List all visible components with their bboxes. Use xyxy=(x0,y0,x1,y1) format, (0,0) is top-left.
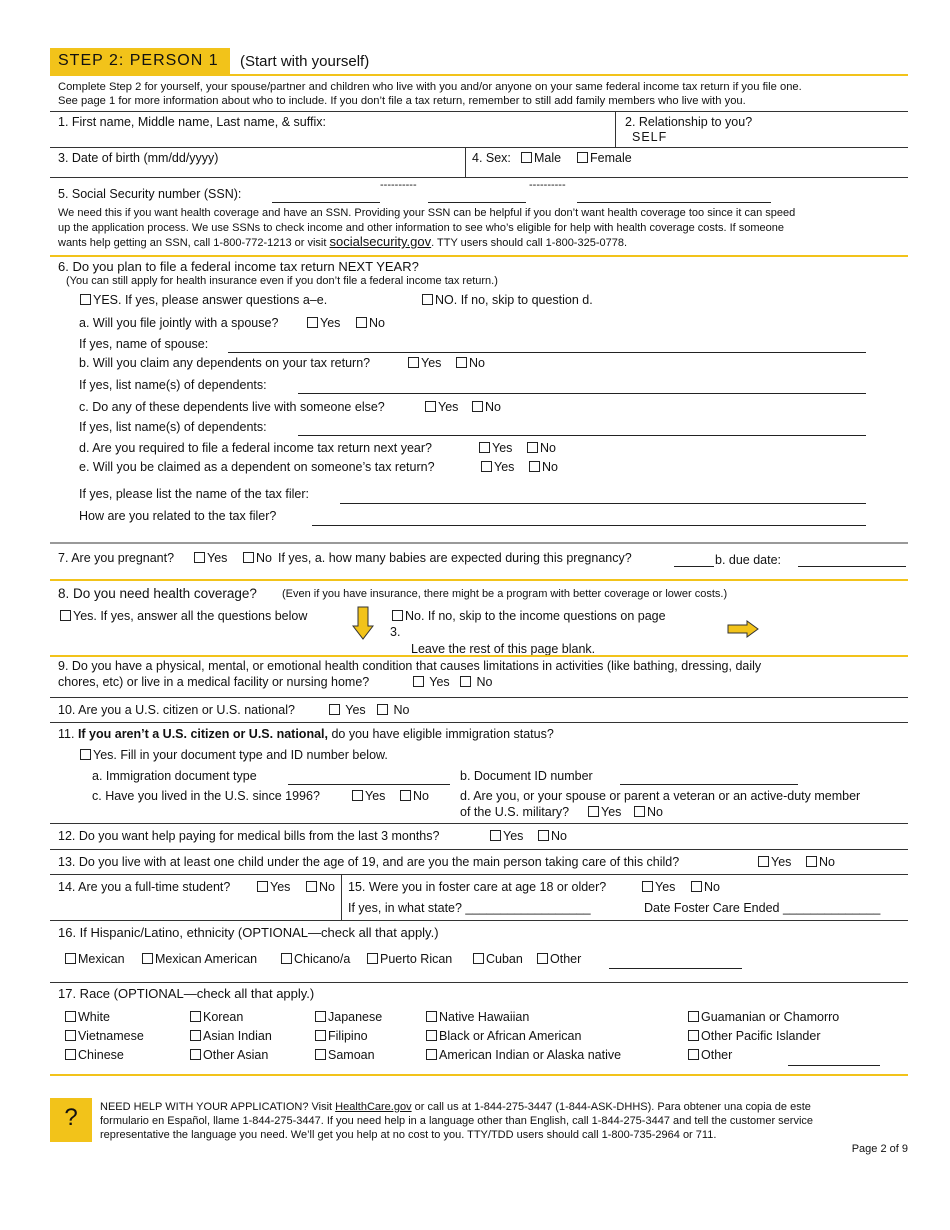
native-hawaiian-checkbox[interactable] xyxy=(426,1011,437,1022)
q9-no[interactable]: No xyxy=(460,675,492,689)
mexican-american-checkbox[interactable] xyxy=(142,953,153,964)
q11a-label: a. Immigration document type xyxy=(92,769,257,783)
q7-no[interactable]: No xyxy=(243,551,272,565)
row-medical-bills xyxy=(50,823,908,849)
q8-yes-option[interactable]: Yes. If yes, answer all the questions below xyxy=(60,609,307,623)
step-header xyxy=(50,48,908,76)
vietnamese-checkbox[interactable] xyxy=(65,1030,76,1041)
q6c-no-checkbox[interactable] xyxy=(472,401,483,412)
q13-label: 13. Do you live with at least one child under the age of 19, and are you the main person taking care of this child? xyxy=(58,855,680,869)
q12-yes[interactable]: Yes xyxy=(490,829,523,843)
q11d-yes-checkbox[interactable] xyxy=(588,806,599,817)
ethnicity-other-field[interactable] xyxy=(609,968,742,969)
samoan-checkbox[interactable] xyxy=(315,1049,326,1060)
socialsecurity-link[interactable]: socialsecurity.gov xyxy=(329,234,432,249)
asian-indian-checkbox[interactable] xyxy=(190,1030,201,1041)
q11c-label: c. Have you lived in the U.S. since 1996? xyxy=(92,789,320,803)
q8-no-checkbox[interactable] xyxy=(392,610,403,621)
row-tax-return xyxy=(50,255,908,542)
other-asian-checkbox[interactable] xyxy=(190,1049,201,1060)
q4-label: 4. Sex: xyxy=(472,151,511,165)
q6e-yes[interactable]: Yes xyxy=(481,460,514,474)
dependents-field-1[interactable] xyxy=(298,393,866,394)
q7-no-checkbox[interactable] xyxy=(243,552,254,563)
q6-no-option[interactable]: NO. If no, skip to question d. xyxy=(422,293,593,307)
q11d-yes[interactable]: Yes xyxy=(588,805,621,819)
q12-no[interactable]: No xyxy=(538,829,567,843)
q14-yes-checkbox[interactable] xyxy=(257,881,268,892)
q6a-yes[interactable]: Yes xyxy=(307,316,340,330)
intro-text xyxy=(50,76,908,111)
row-immigration xyxy=(50,722,908,823)
q11c-yes-checkbox[interactable] xyxy=(352,790,363,801)
row-race xyxy=(50,982,908,1076)
foster-ended-field[interactable]: Date Foster Care Ended ______________ xyxy=(644,901,881,915)
ethnicity-mexican-american[interactable]: Mexican American xyxy=(142,952,257,966)
ethnicity-other[interactable]: Other xyxy=(537,952,581,966)
q10-no-checkbox[interactable] xyxy=(377,704,388,715)
chicano-checkbox[interactable] xyxy=(281,953,292,964)
race-asian-indian[interactable]: Asian Indian xyxy=(190,1027,272,1046)
q8-yes-checkbox[interactable] xyxy=(60,610,71,621)
q14-yes[interactable]: Yes xyxy=(257,880,290,894)
page-number: Page 2 of 9 xyxy=(851,1143,908,1155)
q11d-line-2: of the U.S. military? xyxy=(460,805,570,819)
q11-label: 11. If you aren’t a U.S. citizen or U.S. national, do you have eligible immigration status? xyxy=(58,727,554,741)
race-chinese[interactable]: Chinese xyxy=(65,1046,144,1065)
q6a-yes-checkbox[interactable] xyxy=(307,317,318,328)
ethnicity-mexican[interactable]: Mexican xyxy=(65,952,125,966)
q11d-no-checkbox[interactable] xyxy=(634,806,645,817)
row-child-care xyxy=(50,849,908,874)
race-other-field[interactable] xyxy=(788,1065,880,1066)
q2-label: 2. Relationship to you? xyxy=(625,115,753,129)
row-health-coverage xyxy=(50,579,908,655)
q3-label: 3. Date of birth (mm/dd/yyyy) xyxy=(58,151,219,165)
race-col-5 xyxy=(688,1008,839,1065)
q15-yes-checkbox[interactable] xyxy=(642,881,653,892)
q13-no-checkbox[interactable] xyxy=(806,856,817,867)
white-checkbox[interactable] xyxy=(65,1011,76,1022)
q6a-no-checkbox[interactable] xyxy=(356,317,367,328)
intro-line-2: See page 1 for more information about who to include. If you don’t file a tax return, remember to still add family members who live with you. xyxy=(58,95,746,107)
babies-count-field[interactable] xyxy=(674,566,714,567)
ssn-note: We need this if you want health coverage and have an SSN. Providing your SSN can be helpful if you don’t want health coverage too since it can speed up the application process. We use SSNs to check income and other information to see who’s eligible for help with health coverage costs. If someone wants help getting an SSN, call 1-800-772-1213 or visit socialsecurity.gov. TTY users should call 1-800-325-0778. xyxy=(58,207,796,249)
q6c-names-label: If yes, list name(s) of dependents: xyxy=(79,420,267,434)
q6b-label: b. Will you claim any dependents on your tax return? xyxy=(79,356,371,370)
q9-yes-checkbox[interactable] xyxy=(413,676,424,687)
q11d-line-1: d. Are you, or your spouse or parent a veteran or an active-duty member xyxy=(460,789,861,803)
q6e-yes-checkbox[interactable] xyxy=(481,461,492,472)
row-student-foster xyxy=(50,874,908,920)
immigration-doc-type-field[interactable] xyxy=(288,784,450,785)
race-col-1 xyxy=(65,1008,144,1065)
step-subtitle: (Start with yourself) xyxy=(240,53,370,70)
puerto-rican-checkbox[interactable] xyxy=(367,953,378,964)
race-filipino[interactable]: Filipino xyxy=(315,1027,382,1046)
down-arrow-icon xyxy=(352,606,374,640)
race-col-2 xyxy=(190,1008,272,1065)
q6c-no[interactable]: No xyxy=(472,400,501,414)
q17-label: 17. Race (OPTIONAL—check all that apply.) xyxy=(58,986,315,1001)
q6b-no[interactable]: No xyxy=(456,356,485,370)
q6-no-checkbox[interactable] xyxy=(422,294,433,305)
q10-yes-checkbox[interactable] xyxy=(329,704,340,715)
q8-page-ref: 3. xyxy=(390,625,401,639)
q7-due-label: b. due date: xyxy=(715,553,782,567)
q6b-no-checkbox[interactable] xyxy=(456,357,467,368)
q6e-no-checkbox[interactable] xyxy=(529,461,540,472)
sex-male-option[interactable]: Male xyxy=(521,151,561,165)
other-pacific-checkbox[interactable] xyxy=(688,1030,699,1041)
q15-no-checkbox[interactable] xyxy=(691,881,702,892)
q6b-yes-checkbox[interactable] xyxy=(408,357,419,368)
guamanian-checkbox[interactable] xyxy=(688,1011,699,1022)
race-black[interactable]: Black or African American xyxy=(426,1027,621,1046)
q14-no[interactable]: No xyxy=(306,880,335,894)
q9-line-1: 9. Do you have a physical, mental, or emotional health condition that causes limitations in activities (like bathing, dressing, daily xyxy=(58,659,762,673)
race-american-indian[interactable]: American Indian or Alaska native xyxy=(426,1046,621,1065)
q7-babies-label: If yes, a. how many babies are expected during this pregnancy? xyxy=(278,551,632,565)
american-indian-checkbox[interactable] xyxy=(426,1049,437,1060)
q12-label: 12. Do you want help paying for medical bills from the last 3 months? xyxy=(58,829,440,843)
tax-filer-label: If yes, please list the name of the tax filer: xyxy=(79,487,309,501)
q6-yes-option[interactable]: YES. If yes, please answer questions a–e. xyxy=(80,293,327,307)
q6-note: (You can still apply for health insurance even if you don’t file a federal income tax return.) xyxy=(66,275,498,287)
sex-female-option[interactable]: Female xyxy=(577,151,632,165)
japanese-checkbox[interactable] xyxy=(315,1011,326,1022)
q6c-yes-checkbox[interactable] xyxy=(425,401,436,412)
intro-line-1: Complete Step 2 for yourself, your spouse/partner and children who live with you and/or anyone on your same federal income tax return if you file one. xyxy=(58,81,802,93)
ssn-separator-1: ---------- xyxy=(380,179,417,191)
q15-yes[interactable]: Yes xyxy=(642,880,675,894)
tax-filer-field[interactable] xyxy=(340,503,866,504)
ssn-separator-2: ---------- xyxy=(529,179,566,191)
help-section xyxy=(50,1098,908,1158)
q11d-no[interactable]: No xyxy=(634,805,663,819)
q11-yes-checkbox[interactable] xyxy=(80,749,91,760)
female-checkbox[interactable] xyxy=(577,152,588,163)
race-col-3 xyxy=(315,1008,382,1065)
form-page xyxy=(50,48,908,1158)
right-arrow-icon xyxy=(727,620,759,638)
step-title: STEP 2: PERSON 1 xyxy=(50,48,230,75)
ssn-field-3[interactable] xyxy=(577,202,771,203)
ethnicity-cuban[interactable]: Cuban xyxy=(473,952,523,966)
race-korean[interactable]: Korean xyxy=(190,1008,272,1027)
q14-label: 14. Are you a full-time student? xyxy=(58,880,231,894)
q6-yes-checkbox[interactable] xyxy=(80,294,91,305)
q13-no[interactable]: No xyxy=(806,855,835,869)
row-health-condition xyxy=(50,655,908,697)
mexican-checkbox[interactable] xyxy=(65,953,76,964)
row-citizen xyxy=(50,697,908,722)
q6a-no[interactable]: No xyxy=(356,316,385,330)
q6d-yes[interactable]: Yes xyxy=(479,441,512,455)
q6b-names-label: If yes, list name(s) of dependents: xyxy=(79,378,267,392)
q11c-no-checkbox[interactable] xyxy=(400,790,411,801)
dependents-field-2[interactable] xyxy=(298,435,866,436)
q7-yes-checkbox[interactable] xyxy=(194,552,205,563)
black-checkbox[interactable] xyxy=(426,1030,437,1041)
q11-yes-option[interactable]: Yes. Fill in your document type and ID number below. xyxy=(80,748,388,762)
q11b-label: b. Document ID number xyxy=(460,769,593,783)
q6c-yes[interactable]: Yes xyxy=(425,400,458,414)
q10-no[interactable]: No xyxy=(377,703,409,717)
q15-no[interactable]: No xyxy=(691,880,720,894)
q12-yes-checkbox[interactable] xyxy=(490,830,501,841)
ssn-field-1[interactable] xyxy=(272,202,380,203)
help-question-icon: ? xyxy=(50,1098,92,1142)
ethnicity-puerto-rican[interactable]: Puerto Rican xyxy=(367,952,452,966)
q15-label: 15. Were you in foster care at age 18 or older? xyxy=(348,880,607,894)
q6a-spouse-label: If yes, name of spouse: xyxy=(79,337,209,351)
q7-yes[interactable]: Yes xyxy=(194,551,227,565)
q7-label: 7. Are you pregnant? xyxy=(58,551,175,565)
healthcare-gov-link[interactable]: HealthCare.gov xyxy=(335,1101,412,1113)
foster-state-field[interactable]: If yes, in what state? __________________ xyxy=(348,901,591,915)
q8-no-option[interactable]: No. If no, skip to the income questions on page xyxy=(392,609,666,623)
q11c-yes[interactable]: Yes xyxy=(352,789,385,803)
q9-no-checkbox[interactable] xyxy=(460,676,471,687)
race-native-hawaiian[interactable]: Native Hawaiian xyxy=(426,1008,621,1027)
q6c-label: c. Do any of these dependents live with someone else? xyxy=(79,400,385,414)
document-id-field[interactable] xyxy=(620,784,798,785)
q11c-no[interactable]: No xyxy=(400,789,429,803)
tax-filer-relation-field[interactable] xyxy=(312,525,866,526)
race-guamanian[interactable]: Guamanian or Chamorro xyxy=(688,1008,839,1027)
race-other-pacific[interactable]: Other Pacific Islander xyxy=(688,1027,839,1046)
race-white[interactable]: White xyxy=(65,1008,144,1027)
q1-label: 1. First name, Middle name, Last name, & suffix: xyxy=(58,115,326,129)
race-vietnamese[interactable]: Vietnamese xyxy=(65,1027,144,1046)
cuban-checkbox[interactable] xyxy=(473,953,484,964)
korean-checkbox[interactable] xyxy=(190,1011,201,1022)
q8-note: (Even if you have insurance, there might be a program with better coverage or lower costs.) xyxy=(282,588,728,600)
q6e-no[interactable]: No xyxy=(529,460,558,474)
male-checkbox[interactable] xyxy=(521,152,532,163)
q12-no-checkbox[interactable] xyxy=(538,830,549,841)
chinese-checkbox[interactable] xyxy=(65,1049,76,1060)
q8-blank-note: Leave the rest of this page blank. xyxy=(411,642,596,656)
q14-no-checkbox[interactable] xyxy=(306,881,317,892)
tax-filer-relation-label: How are you related to the tax filer? xyxy=(79,509,277,523)
q6-label: 6. Do you plan to file a federal income tax return NEXT YEAR? xyxy=(58,259,419,274)
q6b-yes[interactable]: Yes xyxy=(408,356,441,370)
row-ssn xyxy=(50,177,908,255)
q6d-yes-checkbox[interactable] xyxy=(479,442,490,453)
q6d-no-checkbox[interactable] xyxy=(527,442,538,453)
row-dob-sex xyxy=(50,147,908,177)
row-ethnicity xyxy=(50,920,908,982)
q2-value: SELF xyxy=(632,130,668,144)
q6a-label: a. Will you file jointly with a spouse? xyxy=(79,316,279,330)
ethnicity-other-checkbox[interactable] xyxy=(537,953,548,964)
spouse-name-field[interactable] xyxy=(228,352,866,353)
q13-yes-checkbox[interactable] xyxy=(758,856,769,867)
race-col-4 xyxy=(426,1008,621,1065)
q9-yes[interactable]: Yes xyxy=(413,675,450,689)
race-other[interactable]: Other xyxy=(688,1046,839,1065)
q9-line-2: chores, etc) or live in a medical facility or nursing home? xyxy=(58,675,370,689)
row-name xyxy=(50,111,908,147)
filipino-checkbox[interactable] xyxy=(315,1030,326,1041)
race-other-asian[interactable]: Other Asian xyxy=(190,1046,272,1065)
ethnicity-chicano[interactable]: Chicano/a xyxy=(281,952,350,966)
row-pregnant xyxy=(50,542,908,579)
q10-yes[interactable]: Yes xyxy=(329,703,366,717)
help-text: NEED HELP WITH YOUR APPLICATION? Visit HealthCare.gov or call us at 1-844-275-3447 (1-844-ASK-DHHS). Para obtener una copia de este formulario en Español, llame 1-844-275-3447. If you need help in a language other than English, call 1-844-275-3447 and tell the customer service representative the language you need. We’ll get you help at no cost to you. TTY/TDD users should call 1-800-735-2964 or 711. xyxy=(100,1101,814,1141)
q8-label: 8. Do you need health coverage? xyxy=(58,586,257,601)
race-other-checkbox[interactable] xyxy=(688,1049,699,1060)
q5-label: 5. Social Security number (SSN): xyxy=(58,187,242,201)
race-japanese[interactable]: Japanese xyxy=(315,1008,382,1027)
q13-yes[interactable]: Yes xyxy=(758,855,791,869)
q6e-label: e. Will you be claimed as a dependent on someone’s tax return? xyxy=(79,460,435,474)
race-samoan[interactable]: Samoan xyxy=(315,1046,382,1065)
q6d-no[interactable]: No xyxy=(527,441,556,455)
q10-label: 10. Are you a U.S. citizen or U.S. national? xyxy=(58,703,295,717)
q6d-label: d. Are you required to file a federal income tax return next year? xyxy=(79,441,432,455)
due-date-field[interactable] xyxy=(798,566,906,567)
ssn-field-2[interactable] xyxy=(428,202,526,203)
q16-label: 16. If Hispanic/Latino, ethnicity (OPTIONAL—check all that apply.) xyxy=(58,925,439,940)
